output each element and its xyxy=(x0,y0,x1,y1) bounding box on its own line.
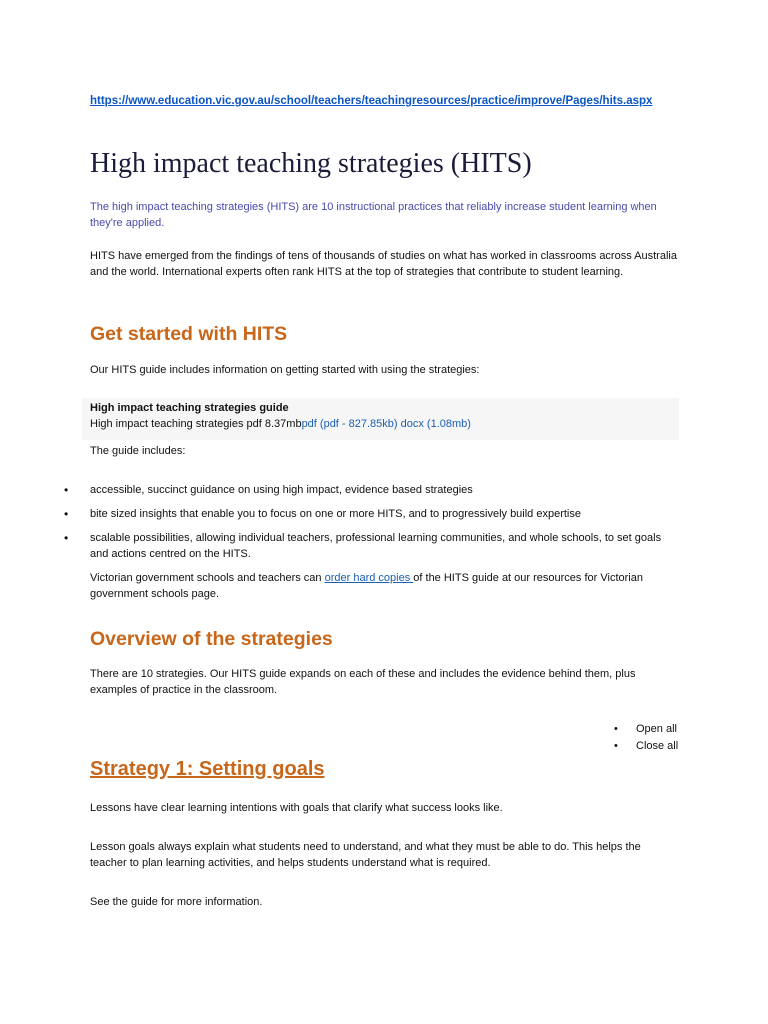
order-copies-paragraph xyxy=(90,570,680,602)
hits-background-paragraph: HITS have emerged from the findings of tens of thousands of studies on what has worked in classrooms across Australia and the world. International experts often rank HITS at the top of strategies that contribute to student learning. xyxy=(90,250,677,278)
bullet-glyph: • xyxy=(64,531,69,545)
section-heading-get-started: Get started with HITS xyxy=(90,323,288,345)
open-all-button[interactable]: Open all xyxy=(636,723,677,735)
guide-download-links[interactable]: pdf (pdf - 827.85kb) docx (1.08mb) xyxy=(301,418,471,430)
guide-pdf-size: High impact teaching strategies pdf 8.37mb xyxy=(90,418,302,430)
guide-title: High impact teaching strategies guide xyxy=(90,402,289,414)
bullet-glyph: • xyxy=(64,507,69,521)
guide-intro-text: Our HITS guide includes information on getting started with using the strategies: xyxy=(90,364,480,376)
bullet-glyph: • xyxy=(614,723,618,735)
page-title: High impact teaching strategies (HITS) xyxy=(90,148,532,179)
strategy-1-heading[interactable]: Strategy 1: Setting goals xyxy=(90,758,325,780)
section-heading-overview: Overview of the strategies xyxy=(90,628,333,650)
bullet-glyph: • xyxy=(614,740,618,752)
overview-text: There are 10 strategies. Our HITS guide expands on each of these and includes the evidence behind them, plus examples of practice in the classroom. xyxy=(90,668,636,696)
order-prefix-text: Victorian government schools and teachers can xyxy=(90,572,325,584)
intro-text: The high impact teaching strategies (HITS) are 10 instructional practices that reliably increase student learning when they're applied. xyxy=(90,201,657,229)
guide-includes-label: The guide includes: xyxy=(90,445,186,457)
strategy-1-see-guide: See the guide for more information. xyxy=(90,896,263,908)
strategy-1-summary: Lessons have clear learning intentions with goals that clarify what success looks like. xyxy=(90,802,503,814)
close-all-button[interactable]: Close all xyxy=(636,740,679,752)
guide-download-line xyxy=(90,416,690,432)
bullet-glyph: • xyxy=(64,483,69,497)
order-hard-copies-link[interactable]: order hard copies xyxy=(324,572,414,584)
order-suffix-text: of the HITS guide at our resources for Victorian government schools page. xyxy=(90,572,643,600)
strategy-1-detail: Lesson goals always explain what students need to understand, and what they must be able to do. This helps the teacher to plan learning activities, and helps students understand what is required. xyxy=(90,841,641,869)
list-item-text: bite sized insights that enable you to focus on one or more HITS, and to progressively build expertise xyxy=(90,508,581,520)
list-item-text: accessible, succinct guidance on using high impact, evidence based strategies xyxy=(90,484,473,496)
list-item-text: scalable possibilities, allowing individual teachers, professional learning communities, and whole schools, to set goals and actions centred on the HITS. xyxy=(90,532,662,560)
source-url-link[interactable]: https://www.education.vic.gov.au/school/teachers/teachingresources/practice/improve/Pages/hits.aspx xyxy=(90,95,653,107)
